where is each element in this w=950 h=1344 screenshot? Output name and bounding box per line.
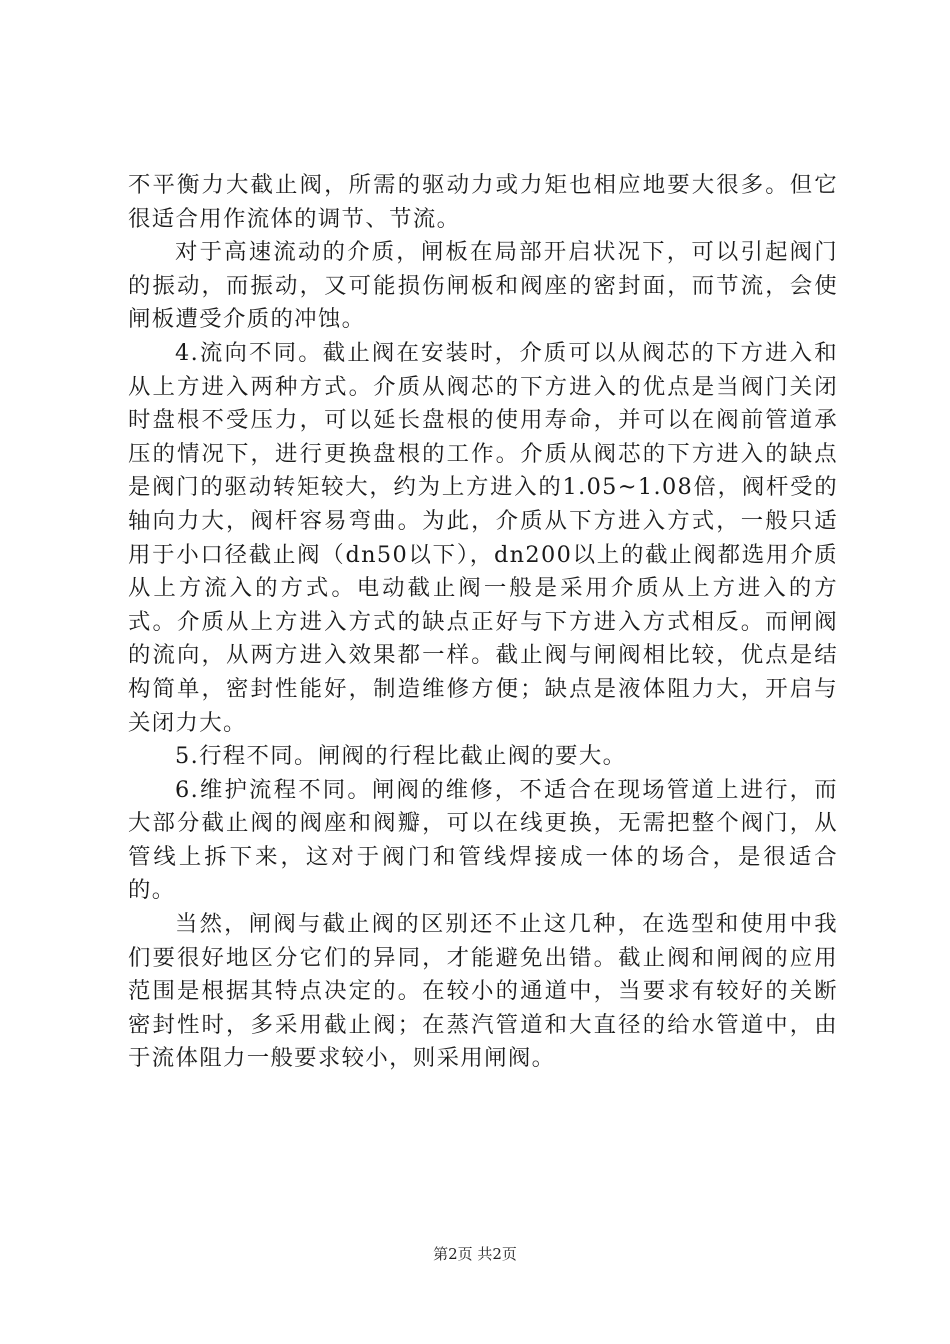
paragraph-continued: 不平衡力大截止阀，所需的驱动力或力矩也相应地要大很多。但它很适合用作流体的调节、节流。 (128, 172, 838, 232)
paragraph-high-speed-flow: 对于高速流动的介质，闸板在局部开启状况下，可以引起阀门的振动，而振动，又可能损伤闸板和阀座的密封面，而节流，会使闸板遭受介质的冲蚀。 (128, 239, 838, 333)
paragraph-maintenance: 6.维护流程不同。闸阀的维修，不适合在现场管道上进行，而大部分截止阀的阀座和阀瓣，可以在线更换，无需把整个阀门，从管线上拆下来，这对于阀门和管线焊接成一体的场合，是很适合的。 (128, 776, 838, 904)
paragraph-flow-direction: 4.流向不同。截止阀在安装时，介质可以从阀芯的下方进入和从上方进入两种方式。介质从阀芯的下方进入的优点是当阀门关闭时盘根不受压力，可以延长盘根的使用寿命，并可以在阀前管道承压的情况下，进行更换盘根的工作。介质从阀芯的下方进入的缺点是阀门的驱动转矩较大，约为上方进入的1.05~1.08倍，阀杆受的轴向力大，阀杆容易弯曲。为此，介质从下方进入方式，一般只适用于小口径截止阀（dn50以下），dn200以上的截止阀都选用介质从上方流入的方式。电动截止阀一般是采用介质从上方进入的方式。介质从上方进入方式的缺点正好与下方进入方式相反。而闸阀的流向，从两方进入效果都一样。截止阀与闸阀相比较，优点是结构简单，密封性能好，制造维修方便；缺点是液体阻力大，开启与关闭力大。 (128, 339, 838, 736)
document-body (128, 169, 838, 1076)
paragraph-stroke: 5.行程不同。闸阀的行程比截止阀的要大。 (175, 743, 627, 770)
paragraph-conclusion: 当然，闸阀与截止阀的区别还不止这几种，在选型和使用中我们要很好地区分它们的异同，才能避免出错。截止阀和闸阀的应用范围是根据其特点决定的。在较小的通道中，当要求有较好的关断密封性时，多采用截止阀；在蒸汽管道和大直径的给水管道中，由于流体阻力一般要求较小，则采用闸阀。 (128, 911, 838, 1072)
page-footer: 第2页 共2页 (433, 1245, 517, 1263)
